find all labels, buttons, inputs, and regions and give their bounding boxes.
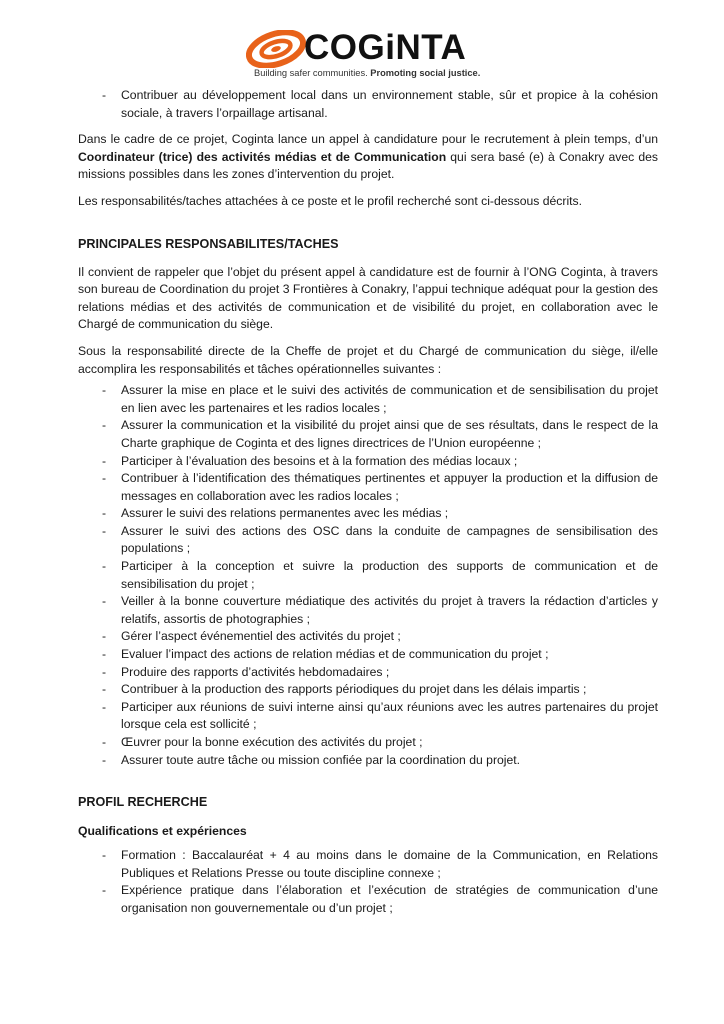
list-item-text: Assurer la communication et la visibilité du projet ainsi que de ses résultats, dans le respect de la Charte graphique de Coginta et des lignes directrices de l’Union européenne ;: [121, 418, 658, 450]
logo-tagline: [254, 68, 480, 78]
list-item: [78, 417, 658, 452]
qualifications-subtitle: Qualifications et expériences: [78, 824, 247, 839]
tagline-part-2: Promoting social justice.: [370, 68, 481, 78]
intro-paragraph-2: Les responsabilités/taches attachées à ce poste et le profil recherché sont ci-dessous décrits.: [78, 193, 583, 208]
list-item: [78, 523, 658, 558]
bullet-dash: -: [102, 453, 107, 468]
job-title: Coordinateur (trice) des activités médias et de Communication: [78, 149, 447, 164]
list-item: [78, 453, 658, 471]
intro-bullet-text: Contribuer au développement local dans un environnement stable, sûr et propice à la cohésion sociale, à travers l’orpaillage artisanal.: [121, 88, 658, 120]
bullet-dash: -: [102, 383, 107, 398]
bullet-dash: -: [102, 88, 107, 102]
document-body: [78, 87, 658, 927]
list-item-text: Participer à la conception et suivre la production des supports de communication et de sensibilisation du projet ;: [121, 559, 658, 591]
list-item-text: Assurer toute autre tâche ou mission confiée par la coordination du projet.: [121, 752, 521, 767]
list-item: [78, 628, 658, 646]
responsibilities-list: [78, 382, 658, 769]
list-item-text: Œuvrer pour la bonne exécution des activités du projet ;: [121, 735, 423, 749]
list-item: [78, 752, 658, 770]
list-item: [78, 681, 658, 699]
list-item: [78, 734, 658, 752]
intro-p1-after: qui sera basé (e) à Conakry avec des missions possibles dans les zones d’intervention du projet.: [78, 149, 658, 182]
bullet-dash: -: [102, 699, 107, 714]
bullet-dash: -: [102, 883, 107, 898]
list-item: [78, 505, 658, 523]
bullet-dash: -: [102, 752, 107, 767]
bullet-dash: -: [102, 418, 107, 433]
list-item: [78, 470, 658, 505]
list-item: [78, 382, 658, 417]
list-item-text: Formation : Baccalauréat + 4 au moins dans le domaine de la Communication, en Relations Publiques et Relations Presse ou toute discipline connexe ;: [121, 848, 658, 880]
list-item-text: Participer aux réunions de suivi interne ainsi qu’aux réunions avec les autres partenaires du projet lorsque cela est sollicité ;: [121, 699, 658, 732]
list-item-text: Assurer le suivi des actions des OSC dans la conduite de campagnes de sensibilisation des populations ;: [121, 523, 658, 556]
responsibilities-paragraph-2: Sous la responsabilité directe de la Cheffe de projet et du Chargé de communication du siège, il/elle accomplira les responsabilités et tâches opérationnelles suivantes :: [78, 343, 658, 376]
qualifications-list: [78, 847, 658, 917]
list-item-text: Assurer le suivi des relations permanentes avec les médias ;: [121, 506, 449, 521]
bullet-dash: -: [102, 848, 107, 863]
intro-paragraph-1: [78, 131, 658, 184]
bullet-dash: -: [102, 682, 107, 697]
logo-wordmark: COGiNTA: [304, 28, 467, 67]
list-item: [78, 646, 658, 664]
intro-bullet: [78, 87, 658, 122]
list-item-text: Evaluer l’impact des actions de relation médias et de communication du projet ;: [121, 647, 549, 662]
list-item: [78, 593, 658, 628]
bullet-dash: -: [102, 664, 107, 679]
bullet-dash: -: [102, 506, 107, 521]
list-item-text: Veiller à la bonne couverture médiatique des activités du projet à travers la rédaction d’articles y relatifs, assortis de photographies ;: [121, 594, 658, 626]
list-item-text: Contribuer à la production des rapports périodiques du projet dans les délais impartis ;: [121, 682, 587, 697]
bullet-dash: -: [102, 629, 107, 644]
section-profile-title: PROFIL RECHERCHE: [78, 795, 208, 810]
bullet-dash: -: [102, 594, 107, 609]
list-item: [78, 664, 658, 682]
responsibilities-paragraph-1: Il convient de rappeler que l’objet du présent appel à candidature est de fournir à l’ONG Coginta, à travers son bureau de Coordination du projet 3 Frontières à Conakry, l’appui technique adéquat pour la gestion des relations médias et des activités de communication et de visibilité du projet, en collaboration avec le Chargé de communication du siège.: [78, 264, 658, 332]
bullet-dash: -: [102, 559, 107, 574]
list-item: [78, 558, 658, 593]
list-item-text: Contribuer à l’identification des thématiques pertinentes et appuyer la production et la diffusion de messages en collaboration avec les radios locales ;: [121, 471, 658, 503]
coginta-logo: [246, 28, 486, 82]
list-item: [78, 847, 658, 882]
list-item-text: Participer à l’évaluation des besoins et à la formation des médias locaux ;: [121, 453, 518, 468]
bullet-dash: -: [102, 647, 107, 662]
swirl-logo-icon: [246, 30, 308, 68]
list-item-text: Gérer l’aspect événementiel des activités du projet ;: [121, 629, 401, 644]
list-item-text: Produire des rapports d’activités hebdomadaires ;: [121, 664, 390, 679]
bullet-dash: -: [102, 523, 107, 538]
list-item-text: Assurer la mise en place et le suivi des activités de communication et de sensibilisation du projet en lien avec les partenaires et les radios locales ;: [121, 383, 658, 415]
list-item-text: Expérience pratique dans l’élaboration et l’exécution de stratégies de communication d’une organisation non gouvernementale ou d’un projet ;: [121, 883, 658, 915]
bullet-dash: -: [102, 471, 107, 486]
list-item: [78, 699, 658, 734]
bullet-dash: -: [102, 735, 107, 749]
intro-p1-before: Dans le cadre de ce projet, Coginta lance un appel à candidature pour le recrutement à plein temps, d’un: [78, 132, 658, 147]
section-responsibilities-title: PRINCIPALES RESPONSABILITES/TACHES: [78, 236, 339, 251]
tagline-part-1: Building safer communities.: [254, 68, 371, 78]
list-item: [78, 882, 658, 917]
